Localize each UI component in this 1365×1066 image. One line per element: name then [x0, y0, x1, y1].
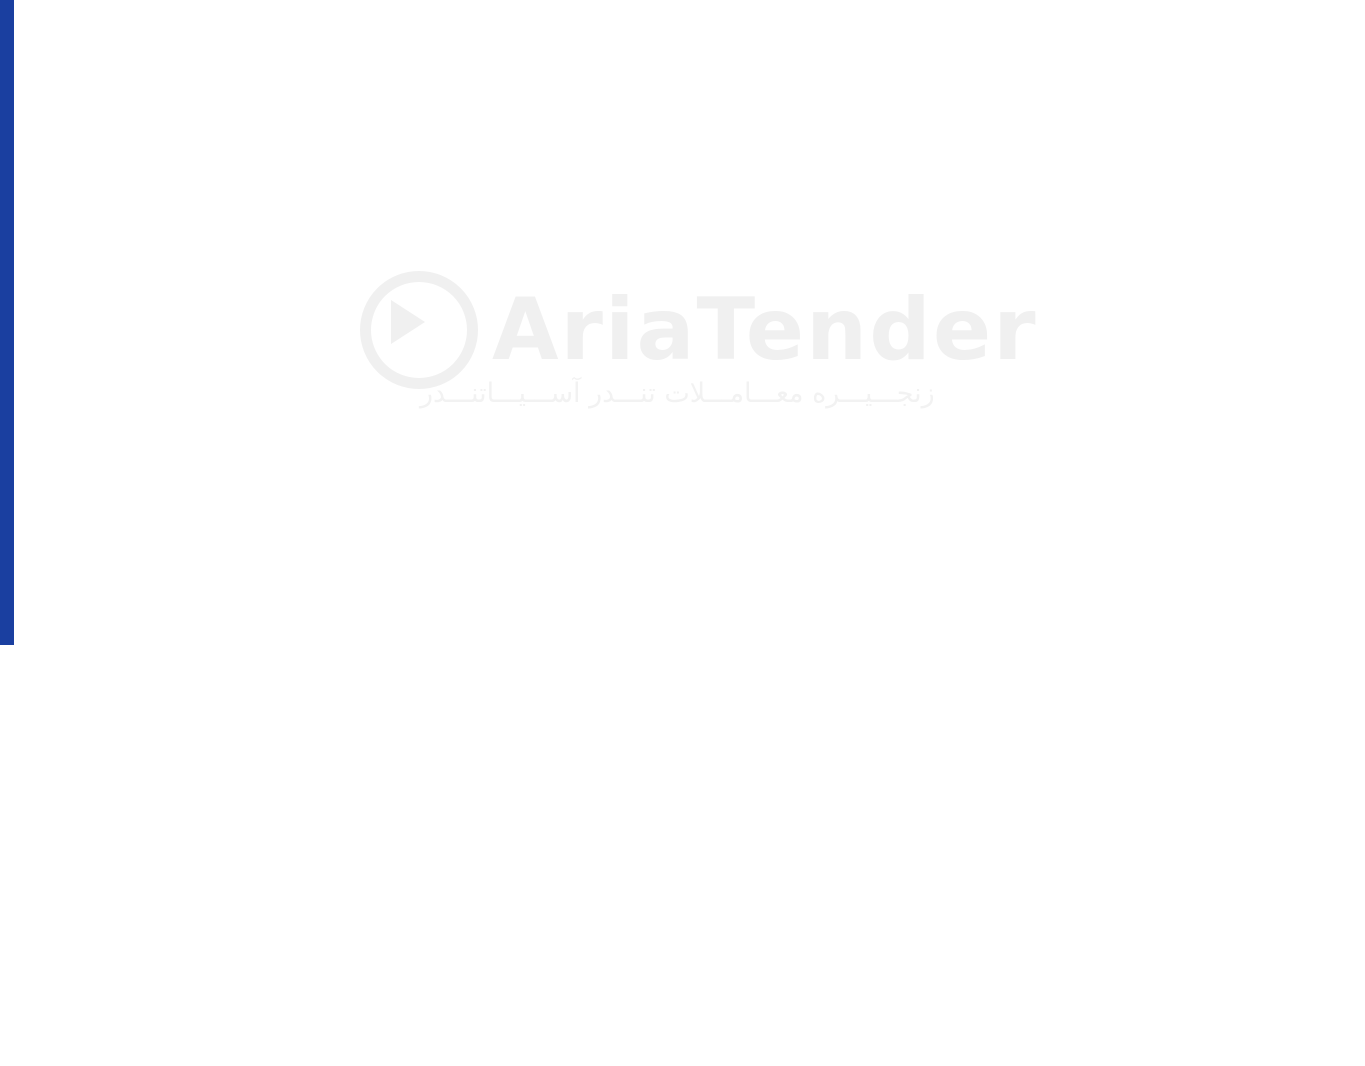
- watermark-logo-icon: [360, 271, 478, 389]
- left-edge-gap: [14, 0, 20, 645]
- watermark-brand-text: AriaTender: [492, 280, 1038, 380]
- watermark-subtitle: زنجـــیـــره معـــامـــلات تنـــدر آســـیـــاتنـــدر: [420, 378, 935, 409]
- left-blue-edge-bar: [0, 0, 14, 645]
